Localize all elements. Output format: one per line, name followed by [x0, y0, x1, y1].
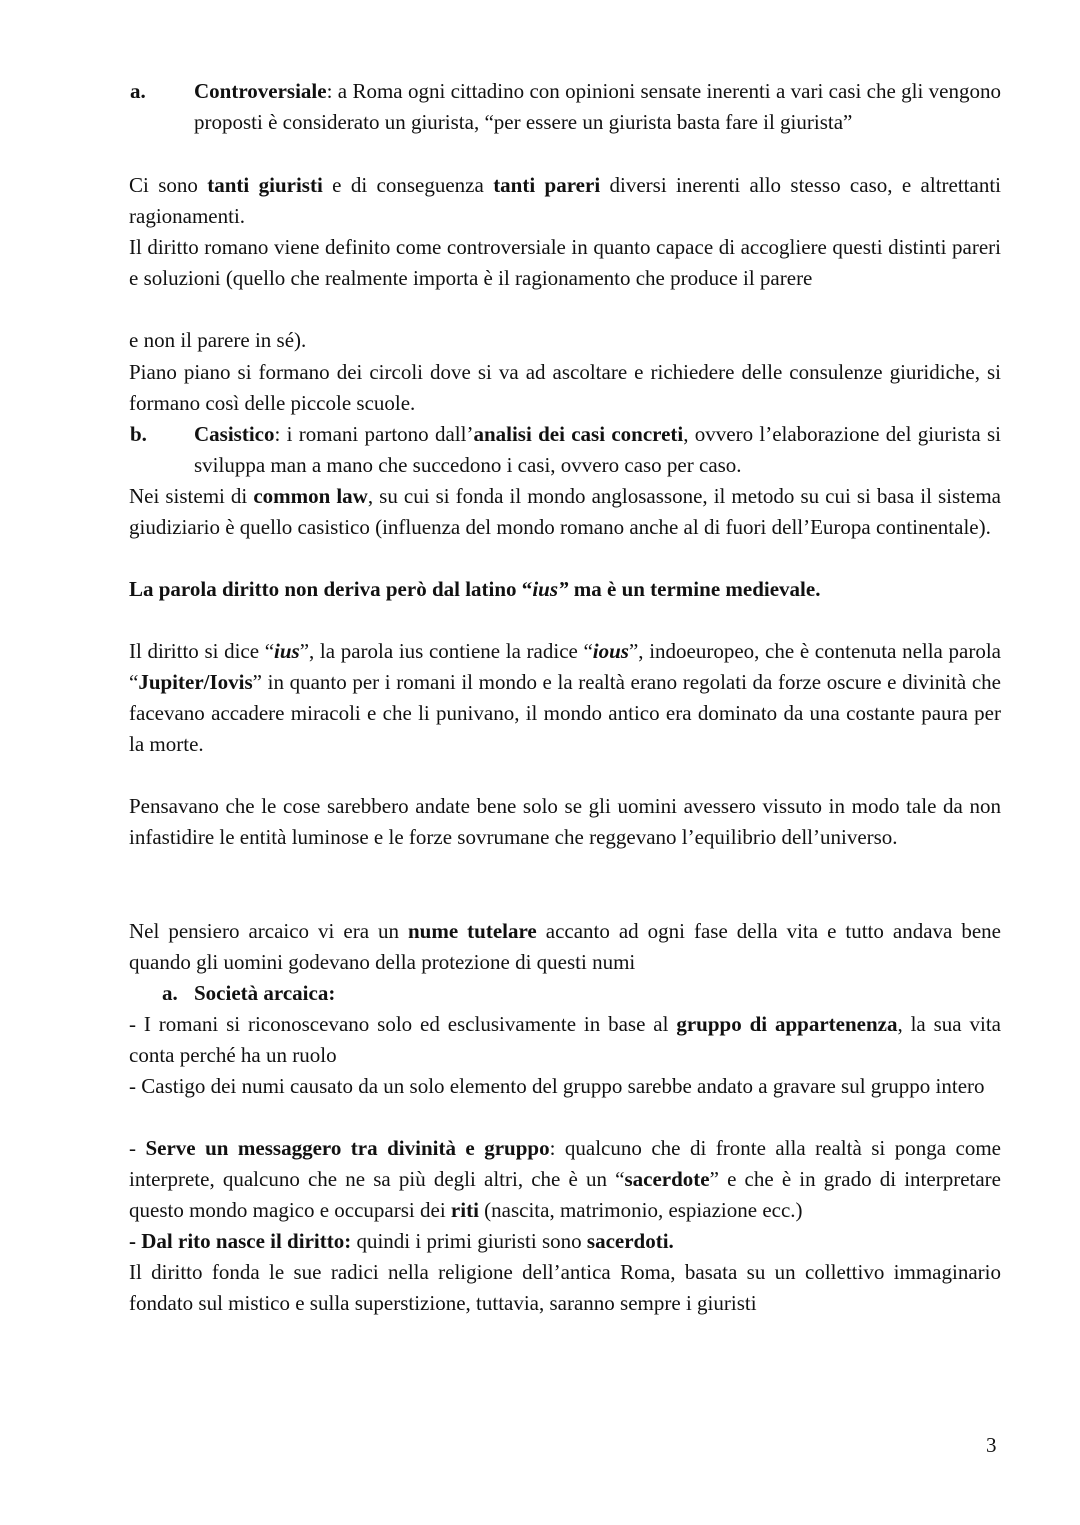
list-marker: a.	[162, 981, 178, 1005]
paragraph-parola-diritto: La parola diritto non deriva però dal latino “ius” ma è un termine medievale.	[129, 577, 821, 601]
paragraph-pensavano: Pensavano che le cose sarebbero andate bene solo se gli uomini avessero vissuto in modo tale da non infastidire le entità luminose e le forze sovrumane che reggevano l’equilibrio dell’universo.	[129, 794, 1001, 849]
term-controversiale: Controversiale	[194, 79, 327, 103]
list-marker: b.	[130, 422, 147, 446]
dash-item-castigo: - Castigo dei numi causato da un solo elemento del gruppo sarebbe andato a gravare sul gruppo intero	[129, 1074, 985, 1098]
paragraph-ius: Il diritto si dice “ius”, la parola ius contiene la radice “ious”, indoeuropeo, che è contenuta nella parola “Jupiter/Iovis” in quanto per i romani il mondo e la realtà erano regolati da forze oscure e divinità che facevano accadere miracoli e che li punivano, il mondo antico era dominato da una costante paura per la morte.	[129, 639, 1001, 756]
page-number: 3	[986, 1433, 997, 1457]
list-item-text: : a Roma ogni cittadino con opinioni sensate inerenti a vari casi che gli vengono proposti è considerato un giurista, “per essere un giurista basta fare il giurista”	[194, 79, 1001, 134]
paragraph-circoli: Piano piano si formano dei circoli dove si va ad ascoltare e richiedere delle consulenze giuridiche, si formano così delle piccole scuole.	[129, 360, 1001, 415]
dash-item-gruppo: - I romani si riconoscevano solo ed esclusivamente in base al gruppo di appartenenza, la sua vita conta perché ha un ruolo	[129, 1012, 1001, 1067]
list-marker: a.	[130, 79, 146, 103]
term-societa-arcaica: Società arcaica:	[194, 981, 336, 1005]
paragraph-controversiale-end: e non il parere in sé).	[129, 328, 307, 352]
list-item-controversiale	[130, 76, 1001, 138]
term-casistico: Casistico	[194, 422, 275, 446]
paragraph-nume-tutelare: Nel pensiero arcaico vi era un nume tutelare accanto ad ogni fase della vita e tutto andava bene quando gli uomini godevano della protezione di questi numi	[129, 919, 1001, 974]
dash-item-messaggero: - Serve un messaggero tra divinità e gruppo: qualcuno che di fronte alla realtà si ponga come interprete, qualcuno che ne sa più degli altri, che è un “sacerdote” e che è in grado di interpretare questo mondo magico e occuparsi dei riti (nascita, matrimonio, espiazione ecc.)	[129, 1136, 1001, 1222]
list-item-societa-arcaica	[162, 978, 1001, 1009]
paragraph-religione: Il diritto fonda le sue radici nella religione dell’antica Roma, basata su un collettivo immaginario fondato sul mistico e sulla superstizione, tuttavia, saranno sempre i giuristi	[129, 1260, 1001, 1315]
paragraph-controversiale: Il diritto romano viene definito come controversiale in quanto capace di accogliere questi distinti pareri e soluzioni (quello che realmente importa è il ragionamento che produce il parere	[129, 235, 1001, 290]
dash-item-rito: - Dal rito nasce il diritto: quindi i primi giuristi sono sacerdoti.	[129, 1229, 674, 1253]
paragraph-common-law: Nei sistemi di common law, su cui si fonda il mondo anglosassone, il metodo su cui si basa il sistema giudiziario è quello casistico (influenza del mondo romano anche al di fuori dell’Europa continentale).	[129, 484, 1001, 539]
list-item-casistico: b. Casistico: i romani partono dall’analisi dei casi concreti, ovvero l’elaborazione del giurista si sviluppa man a mano che succedono i casi, ovvero caso per caso.	[162, 419, 1001, 481]
paragraph-giuristi: Ci sono tanti giuristi e di conseguenza tanti pareri diversi inerenti allo stesso caso, e altrettanti ragionamenti.	[129, 173, 1002, 228]
